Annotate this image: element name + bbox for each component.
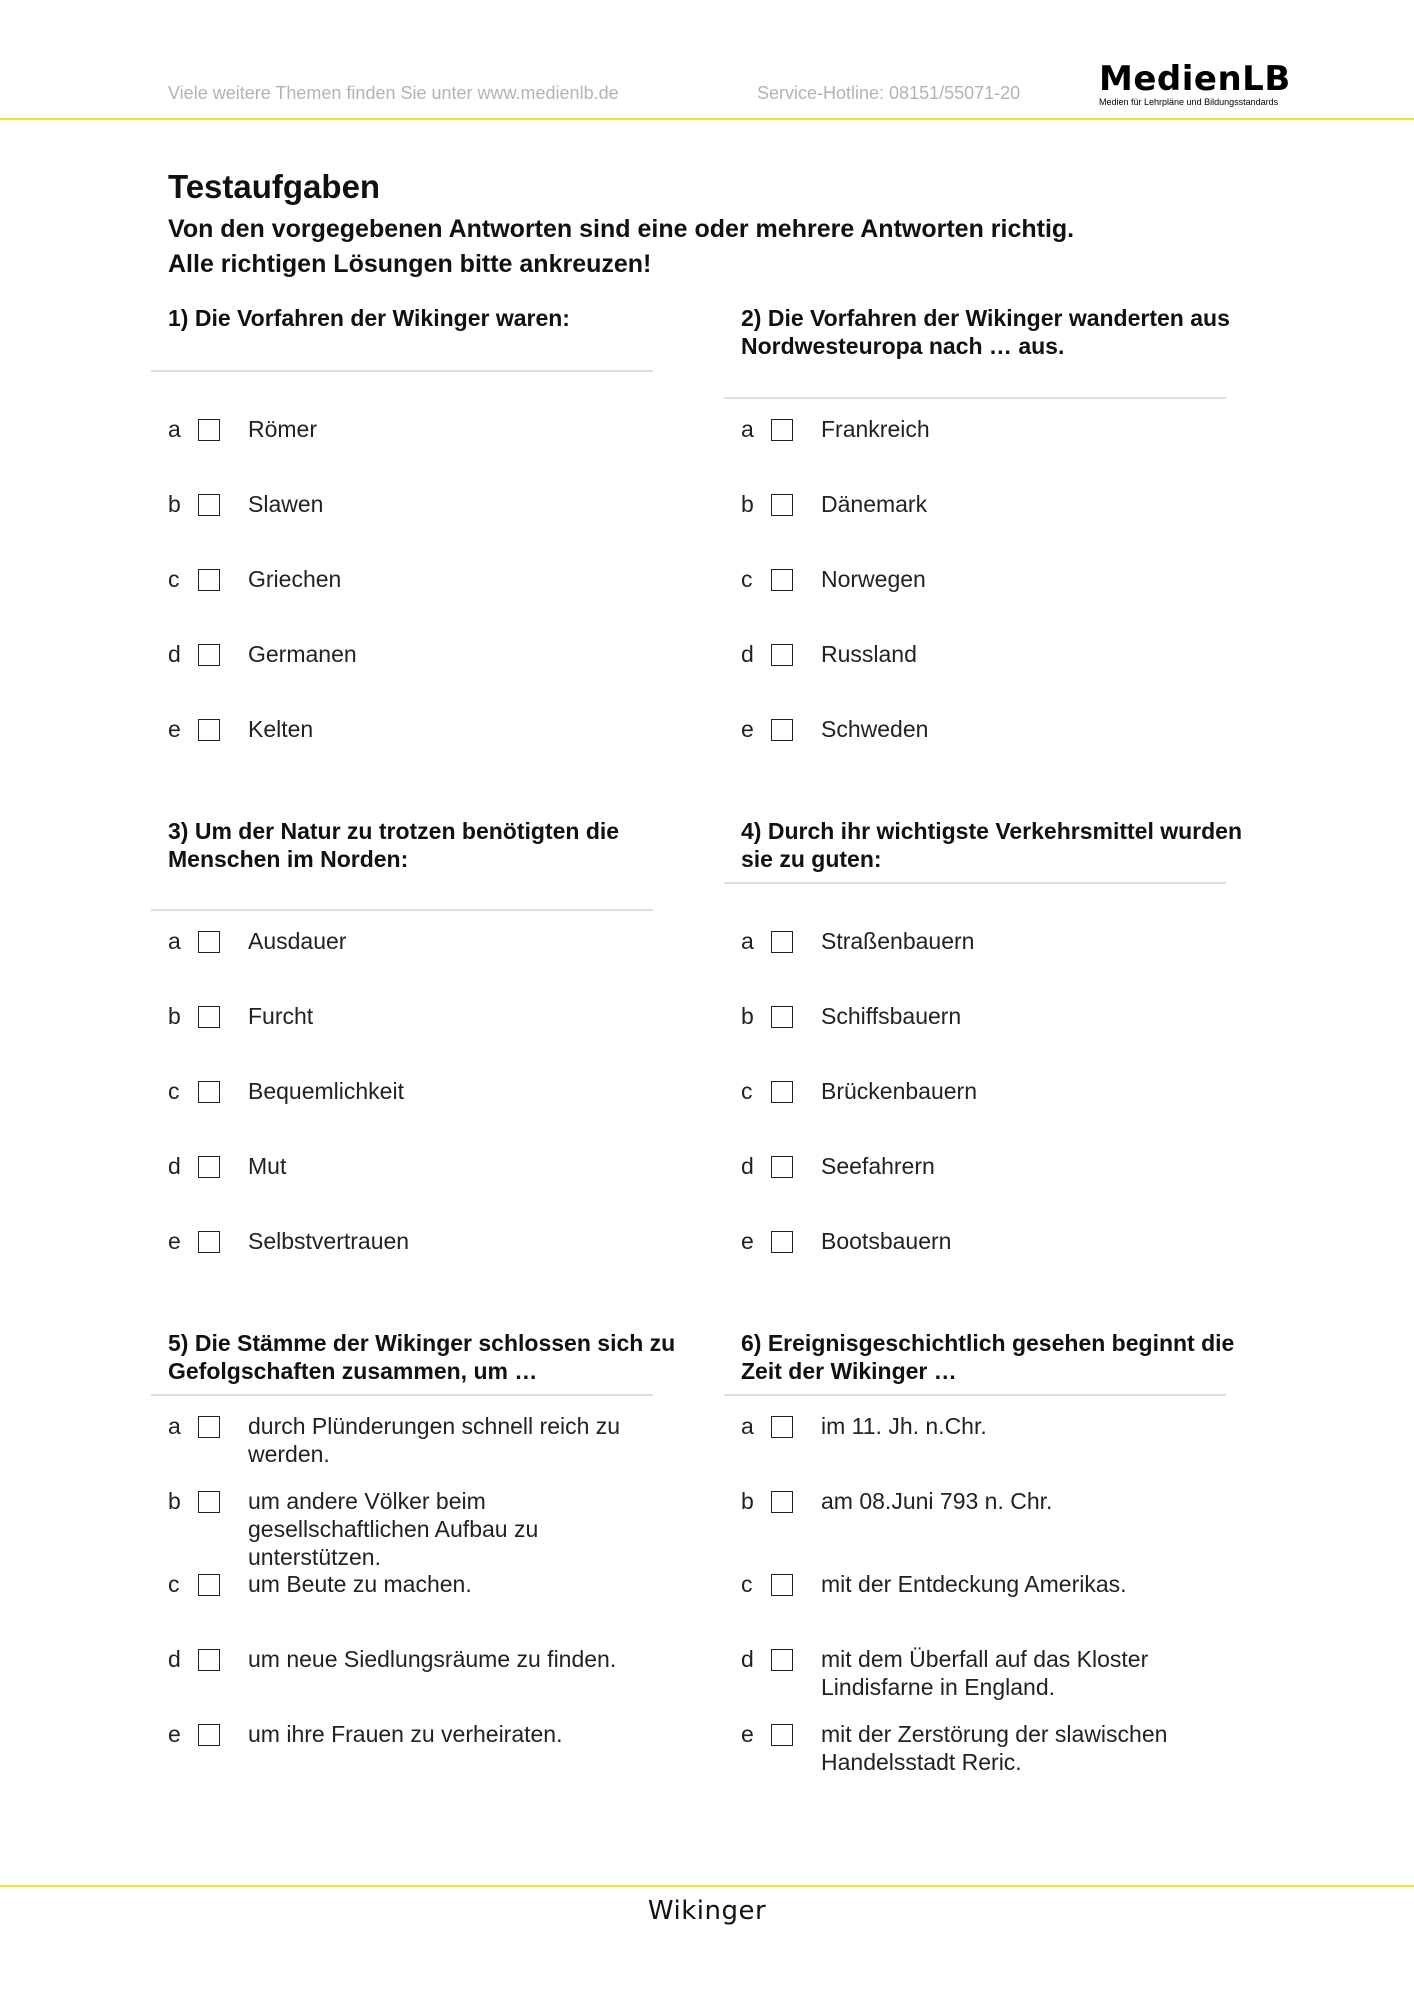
option-text: Straßenbauern — [821, 928, 975, 954]
option-text: Ausdauer — [248, 928, 347, 954]
option-text: Russland — [821, 641, 917, 667]
answer-option — [168, 1077, 688, 1137]
option-letter: e — [168, 716, 181, 742]
option-text: Selbstvertrauen — [248, 1228, 410, 1254]
answer-option — [741, 1002, 1261, 1062]
answer-option — [741, 1720, 1261, 1780]
header-divider — [0, 118, 1414, 120]
answer-checkbox[interactable] — [771, 494, 793, 516]
answer-checkbox[interactable] — [198, 494, 220, 516]
answer-option — [741, 415, 1261, 475]
answer-checkbox[interactable] — [771, 1491, 793, 1513]
answer-option — [168, 640, 688, 700]
option-text: Norwegen — [821, 566, 926, 592]
answer-checkbox[interactable] — [198, 419, 220, 441]
answer-checkbox[interactable] — [771, 1724, 793, 1746]
answer-checkbox[interactable] — [198, 569, 220, 591]
answer-checkbox[interactable] — [198, 1574, 220, 1596]
instruction-line-2: Alle richtigen Lösungen bitte ankreuzen! — [168, 250, 652, 278]
answer-option — [168, 1227, 688, 1287]
answer-checkbox[interactable] — [771, 644, 793, 666]
medienlb-logo — [1099, 59, 1291, 107]
logo-tagline: Medien für Lehrpläne und Bildungsstandards — [1099, 97, 1279, 107]
option-letter: e — [168, 1721, 181, 1747]
answer-option — [168, 715, 688, 775]
answer-option — [741, 1487, 1261, 1547]
answer-checkbox[interactable] — [198, 1491, 220, 1513]
answer-checkbox[interactable] — [771, 1231, 793, 1253]
option-letter: c — [168, 1571, 180, 1597]
option-text: Frankreich — [821, 416, 930, 442]
option-letter: a — [168, 1413, 181, 1439]
option-text: Mut — [248, 1153, 287, 1179]
footer-title: Wikinger — [647, 1896, 767, 1926]
option-letter: a — [741, 416, 754, 442]
answer-checkbox[interactable] — [771, 1649, 793, 1671]
answer-option — [741, 1077, 1261, 1137]
answer-checkbox[interactable] — [771, 1416, 793, 1438]
footer-divider — [0, 1885, 1414, 1887]
answer-option — [741, 1645, 1261, 1705]
option-letter: d — [168, 641, 181, 667]
option-text: Furcht — [248, 1003, 314, 1029]
option-text: mit der Entdeckung Amerikas. — [821, 1571, 1127, 1597]
answer-option — [741, 1570, 1261, 1630]
answer-checkbox[interactable] — [198, 931, 220, 953]
option-text: Slawen — [248, 491, 324, 517]
answer-checkbox[interactable] — [771, 931, 793, 953]
option-text: Seefahrern — [821, 1153, 935, 1179]
option-letter: b — [741, 1003, 754, 1029]
answer-option — [168, 1412, 688, 1472]
answer-checkbox[interactable] — [198, 1724, 220, 1746]
answer-checkbox[interactable] — [771, 419, 793, 441]
question-divider — [724, 1394, 1226, 1396]
answer-option — [741, 1227, 1261, 1287]
option-letter: d — [741, 641, 754, 667]
option-text: mit dem Überfall auf das Kloster Lindisfarne in England. — [821, 1646, 1149, 1700]
option-letter: d — [168, 1153, 181, 1179]
answer-option — [168, 1002, 688, 1062]
answer-option — [168, 1570, 688, 1630]
option-letter: e — [741, 1228, 754, 1254]
service-hotline: Service-Hotline: 08151/55071-20 — [757, 83, 1021, 103]
instructions — [168, 212, 1074, 282]
option-letter: c — [168, 1078, 180, 1104]
answer-checkbox[interactable] — [771, 1081, 793, 1103]
option-text: Schweden — [821, 716, 929, 742]
option-letter: e — [741, 716, 754, 742]
answer-checkbox[interactable] — [198, 1649, 220, 1671]
answer-checkbox[interactable] — [198, 1081, 220, 1103]
option-letter: b — [741, 1488, 754, 1514]
option-text: Schiffsbauern — [821, 1003, 962, 1029]
answer-checkbox[interactable] — [771, 719, 793, 741]
option-letter: a — [168, 928, 181, 954]
logo-name: MedienLB — [1099, 59, 1291, 99]
option-letter: b — [741, 491, 754, 517]
option-text: um ihre Frauen zu verheiraten. — [248, 1721, 563, 1747]
option-letter: b — [168, 1488, 181, 1514]
answer-option — [168, 1645, 688, 1705]
question-divider — [151, 1394, 653, 1396]
option-letter: c — [741, 1078, 753, 1104]
answer-option — [168, 415, 688, 475]
question-divider — [151, 909, 653, 911]
option-text: Griechen — [248, 566, 342, 592]
option-letter: b — [168, 1003, 181, 1029]
option-letter: a — [741, 928, 754, 954]
answer-option — [741, 1412, 1261, 1472]
option-letter: d — [741, 1646, 754, 1672]
option-text: Römer — [248, 416, 318, 442]
option-text: Bootsbauern — [821, 1228, 952, 1254]
question-text: 2) Die Vorfahren der Wikinger wanderten aus Nordwesteuropa nach … aus. — [741, 305, 1230, 359]
answer-option — [168, 927, 688, 987]
question-text: 3) Um der Natur zu trotzen benötigten die Menschen im Norden: — [168, 818, 620, 872]
answer-checkbox[interactable] — [771, 1006, 793, 1028]
option-letter: e — [168, 1228, 181, 1254]
option-text: im 11. Jh. n.Chr. — [821, 1413, 987, 1439]
option-text: Germanen — [248, 641, 357, 667]
option-text: Kelten — [248, 716, 314, 742]
option-letter: d — [168, 1646, 181, 1672]
answer-option — [741, 715, 1261, 775]
answer-option — [168, 565, 688, 625]
answer-checkbox[interactable] — [198, 1231, 220, 1253]
question-text: 4) Durch ihr wichtigste Verkehrsmittel wurden sie zu guten: — [741, 818, 1243, 872]
answer-option — [741, 490, 1261, 550]
answer-option — [741, 640, 1261, 700]
answer-option — [168, 490, 688, 550]
option-text: Bequemlichkeit — [248, 1078, 404, 1104]
question-divider — [724, 397, 1226, 399]
answer-checkbox[interactable] — [198, 644, 220, 666]
answer-checkbox[interactable] — [771, 1156, 793, 1178]
option-letter: a — [741, 1413, 754, 1439]
option-letter: a — [168, 416, 181, 442]
question-divider — [151, 370, 653, 372]
question-text: 5) Die Stämme der Wikinger schlossen sich zu Gefolgschaften zusammen, um … — [168, 1330, 676, 1384]
instruction-line-1: Von den vorgegebenen Antworten sind eine oder mehrere Antworten richtig. — [168, 215, 1075, 243]
option-text: um andere Völker beim gesellschaftlichen Aufbau zu unterstützen. — [248, 1488, 539, 1570]
option-text: durch Plünderungen schnell reich zu werden. — [248, 1413, 621, 1467]
answer-checkbox[interactable] — [198, 1416, 220, 1438]
answer-option — [741, 927, 1261, 987]
option-text: Brückenbauern — [821, 1078, 977, 1104]
question-text: 6) Ereignisgeschichtlich gesehen beginnt die Zeit der Wikinger … — [741, 1330, 1235, 1384]
answer-checkbox[interactable] — [198, 1006, 220, 1028]
option-letter: d — [741, 1153, 754, 1179]
page-header — [0, 0, 1414, 120]
answer-checkbox[interactable] — [198, 1156, 220, 1178]
answer-option — [741, 1152, 1261, 1212]
page-title: Testaufgaben — [168, 168, 381, 205]
answer-checkbox[interactable] — [771, 569, 793, 591]
option-text: um Beute zu machen. — [248, 1571, 472, 1597]
option-letter: e — [741, 1721, 754, 1747]
option-text: am 08.Juni 793 n. Chr. — [821, 1488, 1053, 1514]
option-text: mit der Zerstörung der slawischen Handelsstadt Reric. — [821, 1721, 1168, 1775]
answer-option — [168, 1720, 688, 1780]
option-text: Dänemark — [821, 491, 928, 517]
option-letter: c — [741, 566, 753, 592]
answer-option — [168, 1487, 688, 1570]
question-text: 1) Die Vorfahren der Wikinger waren: — [168, 305, 570, 331]
answer-option — [741, 565, 1261, 625]
option-letter: b — [168, 491, 181, 517]
answer-checkbox[interactable] — [771, 1574, 793, 1596]
answer-option — [168, 1152, 688, 1212]
option-letter: c — [741, 1571, 753, 1597]
answer-checkbox[interactable] — [198, 719, 220, 741]
website-note: Viele weitere Themen finden Sie unter www.medienlb.de — [168, 83, 619, 103]
option-text: um neue Siedlungsräume zu finden. — [248, 1646, 617, 1672]
question-divider — [724, 882, 1226, 884]
option-letter: c — [168, 566, 180, 592]
